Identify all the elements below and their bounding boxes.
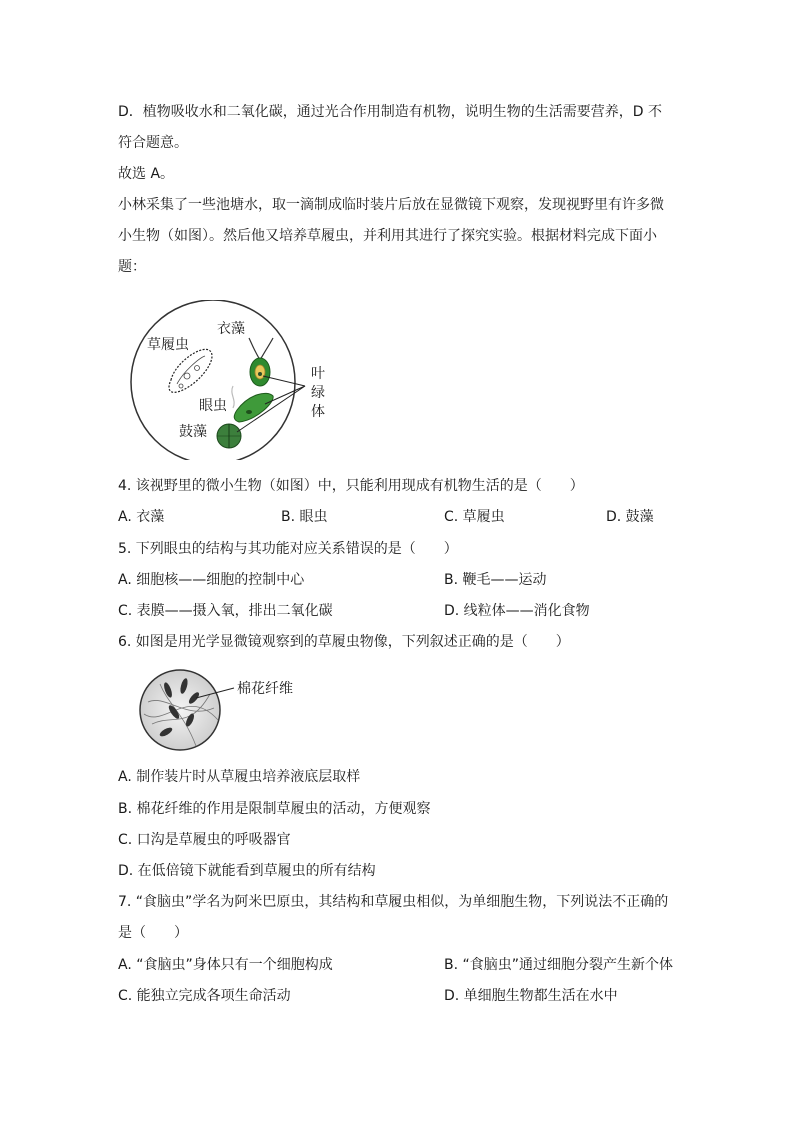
diatom-drawing [217, 424, 241, 448]
explanation-line-1: D．植物吸收水和二氧化碳，通过光合作用制造有机物，说明生物的生活需要营养，D 不 [118, 104, 663, 120]
q6-option-c: C. 口沟是草履虫的呼吸器官 [118, 832, 291, 848]
q7-stem-line-1: 7. “食脑虫”学名为阿米巴原虫，其结构和草履虫相似，为单细胞生物，下列说法不正确的 [118, 894, 669, 910]
label-chlamydomonas: 衣藻 [217, 321, 245, 337]
cotton-fiber-figure [138, 664, 318, 756]
q4-option-d: D. 鼓藻 [606, 509, 654, 525]
label-cotton-fiber: 棉花纤维 [237, 681, 293, 697]
stem-line-2: 小生物（如图）。然后他又培养草履虫，并利用其进行了探究实验。根据材料完成下面小 [118, 228, 657, 244]
label-chloroplast-1: 叶 [311, 366, 325, 382]
q7-option-a: A. “食脑虫”身体只有一个细胞构成 [118, 957, 333, 973]
q4-option-b: B. 眼虫 [281, 509, 328, 525]
q4-option-c: C. 草履虫 [444, 509, 505, 525]
q5-option-c: C. 表膜——摄入氧，排出二氧化碳 [118, 603, 333, 619]
label-diatom: 鼓藻 [179, 424, 207, 440]
label-chloroplast-2: 绿 [311, 385, 325, 401]
q4-option-a: A. 衣藻 [118, 509, 165, 525]
q4-stem: 4. 该视野里的微小生物（如图）中，只能利用现成有机物生活的是（ ） [118, 478, 584, 494]
field-of-view-circle [131, 300, 295, 460]
q7-option-d: D. 单细胞生物都生活在水中 [444, 988, 618, 1004]
answer-line: 故选 A。 [118, 166, 175, 182]
q6-option-b: B. 棉花纤维的作用是限制草履虫的活动，方便观察 [118, 801, 431, 817]
q5-option-b: B. 鞭毛——运动 [444, 572, 547, 588]
q7-stem-line-2: 是（ ） [118, 925, 188, 941]
label-paramecium: 草履虫 [147, 337, 189, 353]
q7-option-c: C. 能独立完成各项生命活动 [118, 988, 291, 1004]
label-chloroplast-3: 体 [311, 404, 325, 420]
stem-line-3: 题： [118, 259, 146, 275]
explanation-line-2: 符合题意。 [118, 135, 188, 151]
q6-option-d: D. 在低倍镜下就能看到草履虫的所有结构 [118, 863, 376, 879]
q5-option-a: A. 细胞核——细胞的控制中心 [118, 572, 305, 588]
q5-stem: 5. 下列眼虫的结构与其功能对应关系错误的是（ ） [118, 541, 458, 557]
stem-line-1: 小林采集了一些池塘水，取一滴制成临时装片后放在显微镜下观察，发现视野里有许多微 [118, 197, 664, 213]
q6-stem: 6. 如图是用光学显微镜观察到的草履虫物像，下列叙述正确的是（ ） [118, 634, 570, 650]
label-euglena: 眼虫 [199, 398, 227, 414]
q7-option-b: B. “食脑虫”通过细胞分裂产生新个体 [444, 957, 674, 973]
microscope-field-figure [125, 300, 345, 460]
q5-option-d: D. 线粒体——消化食物 [444, 603, 590, 619]
q6-option-a: A. 制作装片时从草履虫培养液底层取样 [118, 769, 361, 785]
